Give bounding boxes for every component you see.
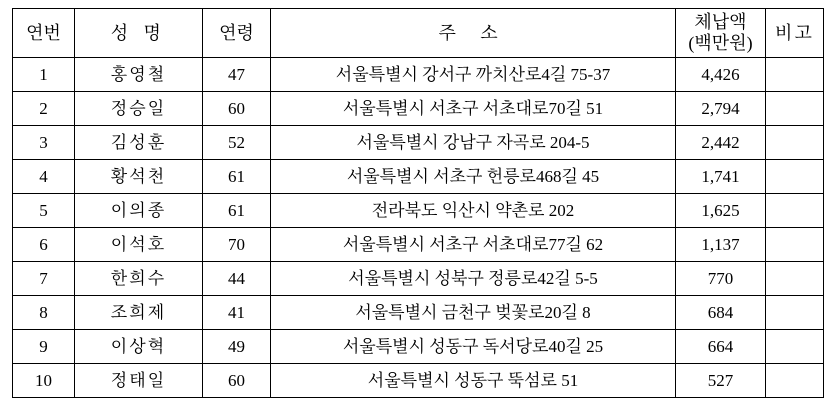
table-row (13, 92, 824, 126)
cell-age: 41 (203, 296, 271, 330)
cell-note (766, 296, 824, 330)
table-row (13, 364, 824, 398)
cell-note (766, 126, 824, 160)
cell-note (766, 58, 824, 92)
cell-seq: 8 (13, 296, 75, 330)
cell-address: 서울특별시 성동구 독서당로40길 25 (271, 330, 676, 364)
column-header-note: 비고 (766, 9, 824, 58)
cell-age: 70 (203, 228, 271, 262)
cell-amount: 2,794 (676, 92, 766, 126)
cell-amount: 2,442 (676, 126, 766, 160)
cell-amount: 770 (676, 262, 766, 296)
cell-amount: 1,625 (676, 194, 766, 228)
table-header-row (13, 9, 824, 58)
cell-note (766, 194, 824, 228)
cell-name: 이의종 (75, 194, 203, 228)
cell-address: 서울특별시 강남구 자곡로 204-5 (271, 126, 676, 160)
cell-note (766, 262, 824, 296)
table-row (13, 228, 824, 262)
cell-amount: 1,741 (676, 160, 766, 194)
cell-amount: 684 (676, 296, 766, 330)
table-body (13, 58, 824, 398)
column-header-age: 연령 (203, 9, 271, 58)
cell-seq: 7 (13, 262, 75, 296)
cell-seq: 5 (13, 194, 75, 228)
column-header-amount-line2: (백만원) (688, 33, 753, 53)
cell-address: 서울특별시 서초구 서초대로70길 51 (271, 92, 676, 126)
column-header-address: 주 소 (271, 9, 676, 58)
cell-age: 61 (203, 194, 271, 228)
table-row (13, 296, 824, 330)
cell-seq: 2 (13, 92, 75, 126)
table-row (13, 58, 824, 92)
cell-age: 44 (203, 262, 271, 296)
column-header-seq: 연번 (13, 9, 75, 58)
cell-address: 전라북도 익산시 약촌로 202 (271, 194, 676, 228)
delinquent-taxpayer-table (12, 8, 824, 398)
cell-seq: 9 (13, 330, 75, 364)
column-header-name: 성 명 (75, 9, 203, 58)
cell-name: 이상혁 (75, 330, 203, 364)
table-row (13, 160, 824, 194)
cell-age: 60 (203, 92, 271, 126)
cell-address: 서울특별시 성동구 뚝섬로 51 (271, 364, 676, 398)
cell-name: 김성훈 (75, 126, 203, 160)
cell-seq: 3 (13, 126, 75, 160)
cell-amount: 527 (676, 364, 766, 398)
cell-name: 정승일 (75, 92, 203, 126)
cell-address: 서울특별시 금천구 벚꽃로20길 8 (271, 296, 676, 330)
cell-seq: 1 (13, 58, 75, 92)
cell-seq: 6 (13, 228, 75, 262)
cell-name: 조희제 (75, 296, 203, 330)
table-row (13, 330, 824, 364)
cell-name: 정태일 (75, 364, 203, 398)
cell-name: 홍영철 (75, 58, 203, 92)
cell-address: 서울특별시 강서구 까치산로4길 75-37 (271, 58, 676, 92)
cell-note (766, 92, 824, 126)
cell-name: 황석천 (75, 160, 203, 194)
cell-amount: 4,426 (676, 58, 766, 92)
cell-seq: 10 (13, 364, 75, 398)
table-row (13, 194, 824, 228)
cell-age: 52 (203, 126, 271, 160)
column-header-amount-line1: 체납액 (694, 12, 747, 33)
cell-age: 47 (203, 58, 271, 92)
cell-note (766, 364, 824, 398)
cell-seq: 4 (13, 160, 75, 194)
cell-age: 49 (203, 330, 271, 364)
cell-note (766, 228, 824, 262)
cell-address: 서울특별시 서초구 헌릉로468길 45 (271, 160, 676, 194)
cell-name: 한희수 (75, 262, 203, 296)
cell-name: 이석호 (75, 228, 203, 262)
cell-note (766, 160, 824, 194)
cell-note (766, 330, 824, 364)
cell-amount: 1,137 (676, 228, 766, 262)
cell-address: 서울특별시 성북구 정릉로42길 5-5 (271, 262, 676, 296)
column-header-amount (676, 9, 766, 58)
cell-address: 서울특별시 서초구 서초대로77길 62 (271, 228, 676, 262)
cell-age: 60 (203, 364, 271, 398)
cell-amount: 664 (676, 330, 766, 364)
table-row (13, 262, 824, 296)
cell-age: 61 (203, 160, 271, 194)
table-header (13, 9, 824, 58)
table-row (13, 126, 824, 160)
